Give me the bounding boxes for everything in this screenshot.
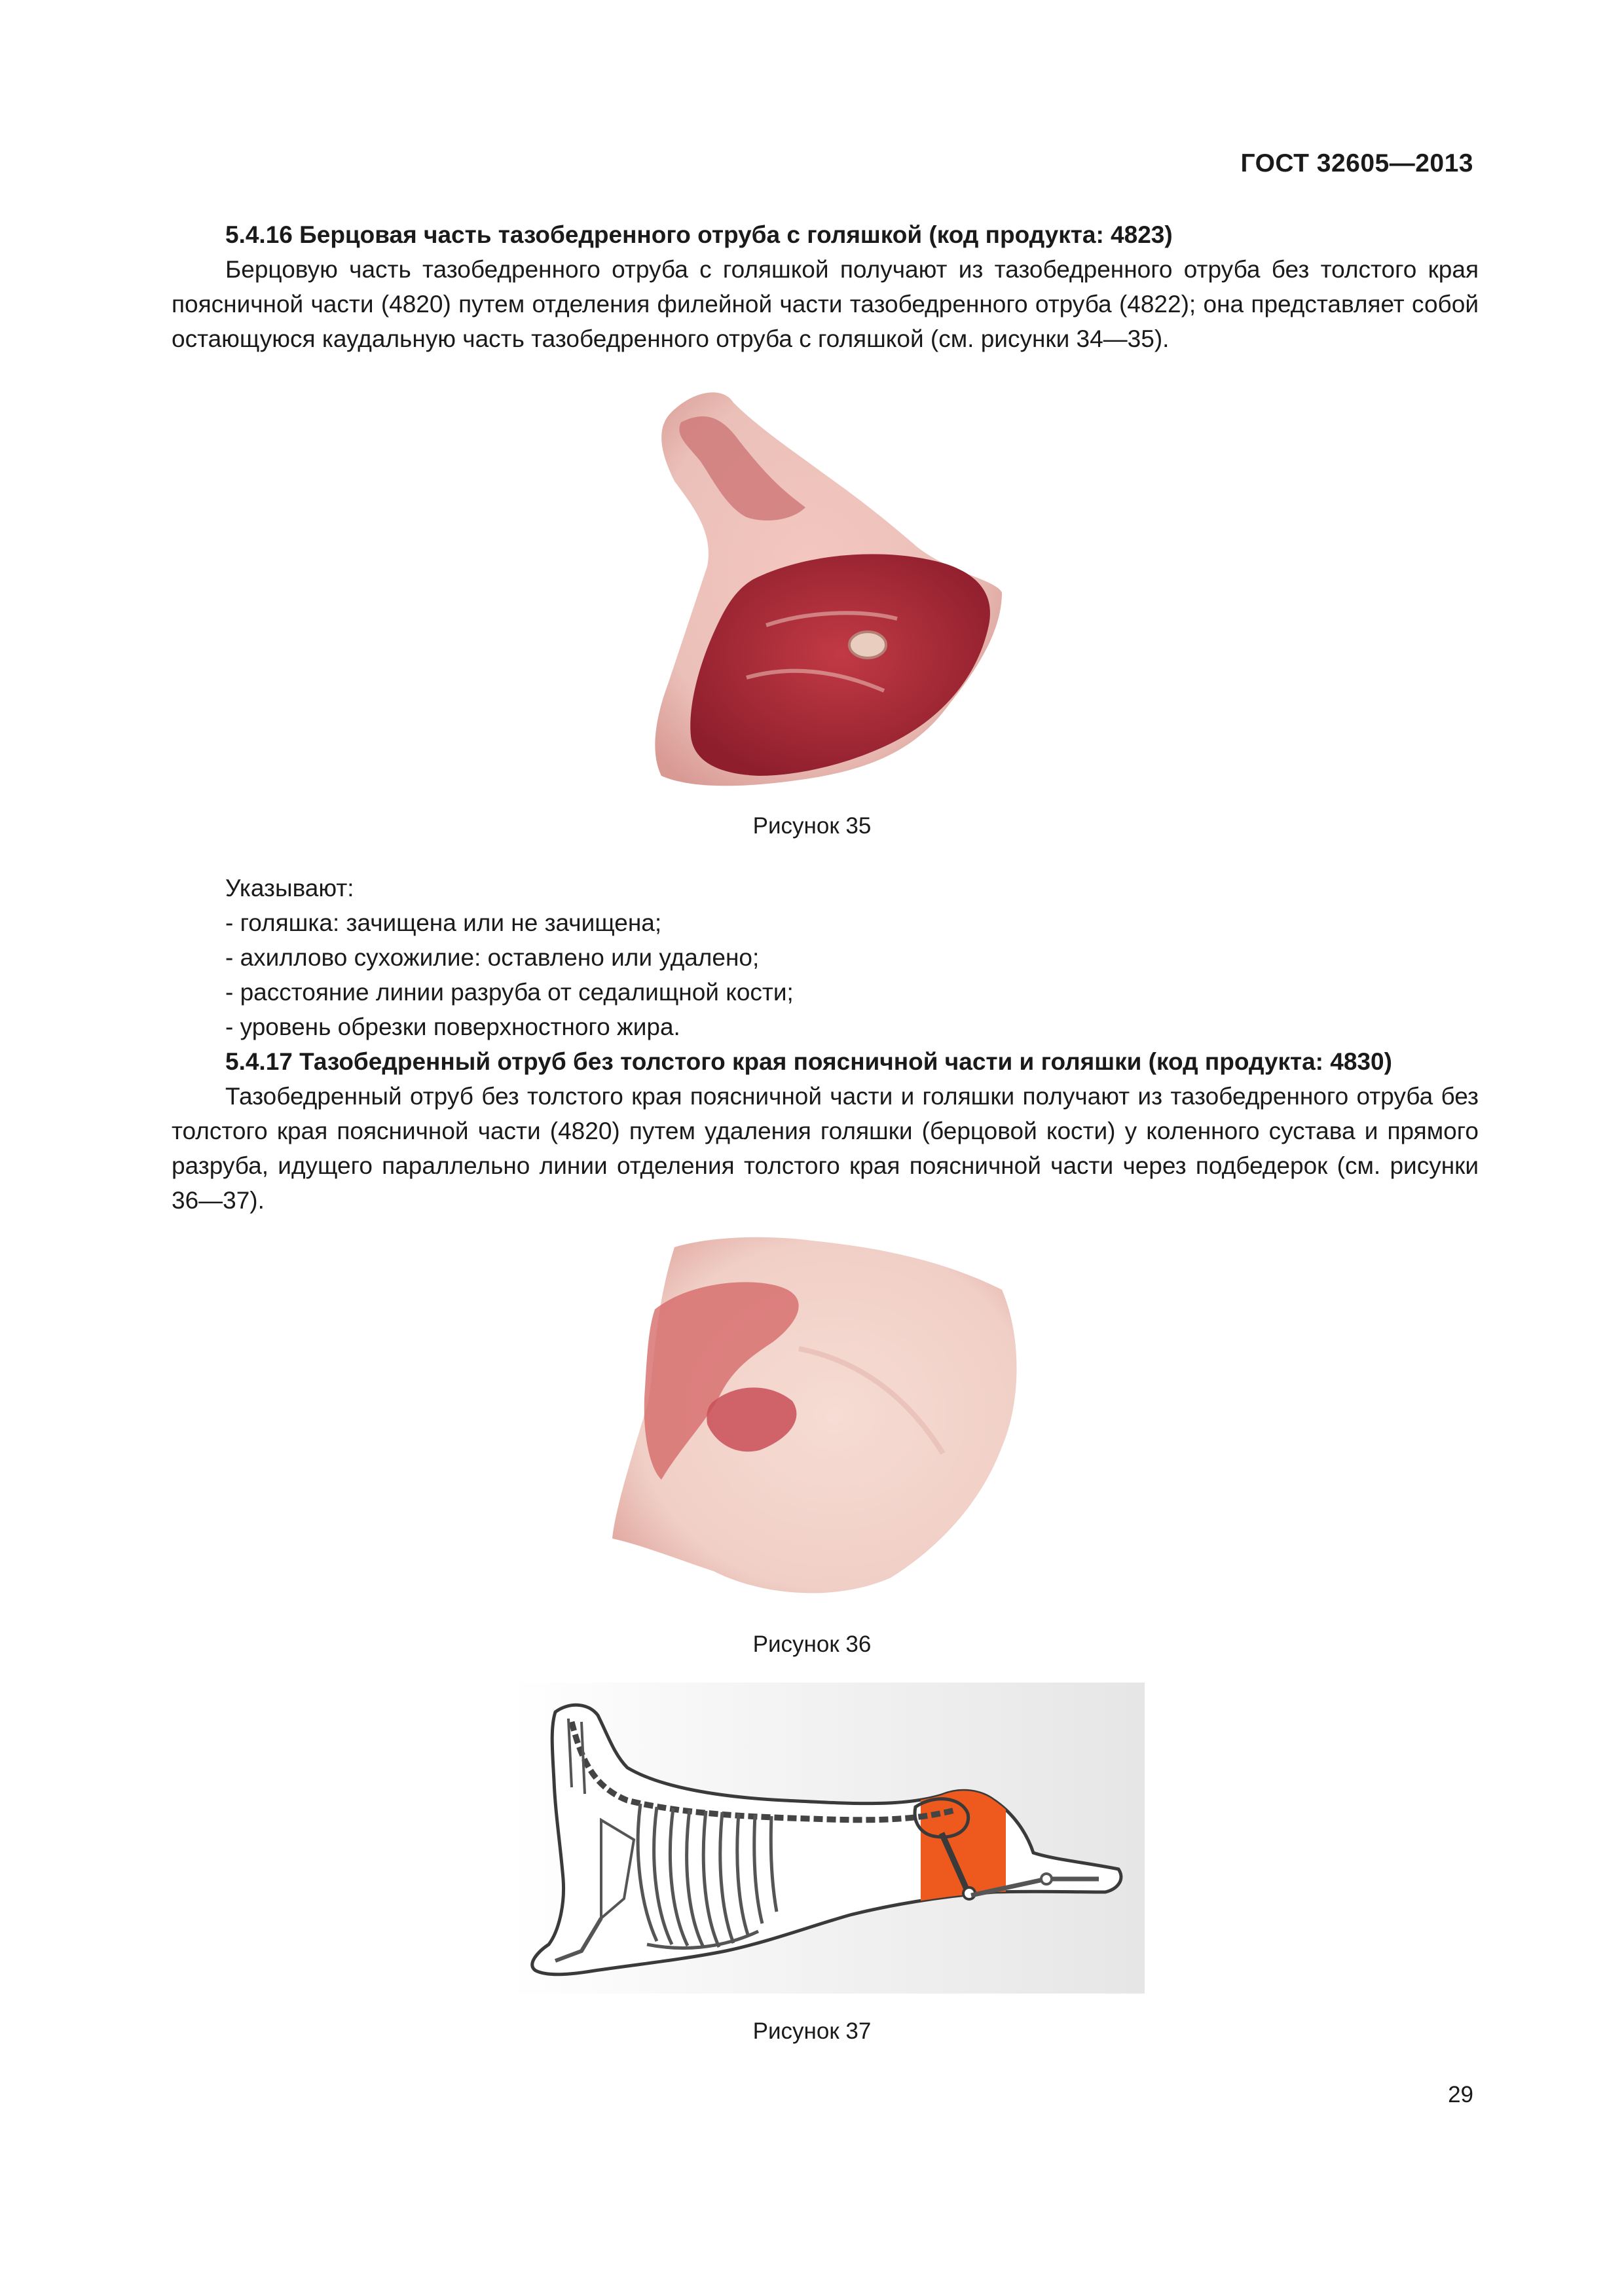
indications-block (172, 871, 1479, 1218)
figure-35-caption: Рисунок 35 (752, 813, 872, 839)
document-code: ГОСТ 32605—2013 (1240, 149, 1473, 177)
section-heading: 5.4.16 Берцовая часть тазобедренного отруба с голяшкой (код продукта: 4823) (225, 221, 1173, 248)
indications-intro: Указывают: (225, 875, 354, 902)
section-5-4-16 (172, 217, 1479, 356)
list-item: - голяшка: зачищена или не зачищена; (172, 905, 1479, 940)
list-item: - расстояние линии разруба от седалищной кости; (172, 975, 1479, 1010)
figure-36-caption: Рисунок 36 (752, 1631, 872, 1657)
list-item: - ахиллово сухожилие: оставлено или удалено; (172, 940, 1479, 975)
page-number: 29 (1448, 2082, 1473, 2107)
figure-35-image (609, 383, 1002, 795)
section-paragraph: Тазобедренный отруб без толстого края поясничной части и голяшки получают из тазобедренного отруба без толстого края поясничной части (4820) путем удаления голяшки (берцовой кости) у коленного сустава и прямого разруба, идущего параллельно линии отделения толстого края поясничной части через подбедерок (см. рисунки 36—37). (172, 1083, 1479, 1214)
indications-list (172, 905, 1479, 1044)
figure-37-caption: Рисунок 37 (752, 2018, 872, 2044)
figure-37-diagram (509, 1683, 1145, 1994)
figure-36-image (602, 1231, 1022, 1604)
section-paragraph: Берцовую часть тазобедренного отруба с голяшкой получают из тазобедренного отруба без толстого края поясничной части (4820) путем отделения филейной части тазобедренного отруба (4822); она представляет собой остающуюся каудальную часть тазобедренного отруба с голяшкой (см. рисунки 34—35). (172, 256, 1479, 352)
bone-cross-section (849, 632, 886, 658)
section-heading: 5.4.17 Тазобедренный отруб без толстого края поясничной части и голяшки (код продукта: 4830) (225, 1048, 1392, 1075)
list-item: - уровень обрезки поверхностного жира. (172, 1010, 1479, 1044)
hock-joint (1041, 1874, 1052, 1884)
